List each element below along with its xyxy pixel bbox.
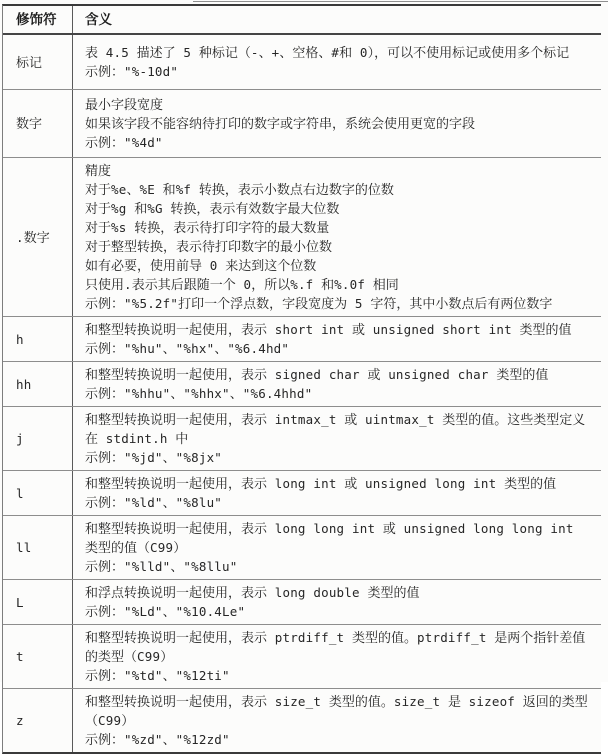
header-meaning: 含义 [85, 12, 112, 27]
meaning-line: 只使用.表示其后跟随一个 0，所以%.f 和%.0f 相同 [85, 277, 399, 292]
inline-code: unsigned long long int [395, 521, 574, 536]
inline-code: "%hx" [175, 341, 215, 356]
meaning-cell [73, 471, 601, 515]
inline-code: intmax_t [267, 412, 345, 427]
modifier-cell [3, 407, 73, 470]
meaning-cell [73, 362, 601, 406]
inline-code: ll [16, 540, 32, 555]
inline-code: %G [147, 201, 171, 216]
meaning-line: 和整型转换说明一起使用，表示 signed char 或 unsigned char 类型的值 [85, 367, 549, 382]
meaning-cell [73, 580, 601, 624]
meaning-cell [73, 158, 601, 316]
modifier-cell: . 数字 [3, 158, 73, 316]
table-row [3, 624, 601, 688]
modifier-cell: 数字 [3, 90, 73, 157]
meaning-cell [73, 516, 601, 579]
inline-code: + [271, 45, 280, 60]
meaning-line: 表 4.5 描述了 5 种标记（-、+、空格、#和 0），可以不使用标记或使用多个标记 [85, 45, 570, 60]
meaning-line: 和浮点转换说明一起使用，表示 long double 类型的值 [85, 585, 420, 600]
inline-code: "%jd" [124, 450, 163, 465]
inline-code: %E [139, 182, 163, 197]
meaning-line: 和整型转换说明一起使用，表示 size_t 类型的值。size_t 是 sizeof 返回的类型（C99） [85, 694, 588, 728]
table-row [3, 35, 601, 89]
meaning-cell [73, 90, 601, 157]
inline-code: "%zd" [124, 732, 163, 747]
table-row [3, 470, 601, 515]
inline-code: "%10.4Le" [175, 604, 246, 619]
inline-code: 0 [235, 277, 252, 292]
inline-code: 0 [202, 258, 226, 273]
inline-code: long long int [267, 521, 383, 536]
meaning-line: 示例："%5.2f"打印一个浮点数，字段宽度为 5 字符，其中小数点后有两位数字 [85, 296, 553, 311]
inline-code: 5 [347, 296, 371, 311]
table-row [3, 688, 601, 752]
inline-code: short int [267, 322, 352, 337]
meaning-line: 示例："%zd"、"%12zd" [85, 732, 230, 747]
inline-code: %e [111, 182, 127, 197]
inline-code: - [250, 45, 259, 60]
meaning-line: 示例："%jd"、"%8jx" [85, 450, 223, 465]
inline-code: %f [175, 182, 199, 197]
inline-code: 4.5 [98, 45, 137, 60]
meaning-cell [73, 317, 601, 361]
modifier-cell [3, 362, 73, 406]
modifier-cell: 标记 [3, 35, 73, 89]
inline-code: unsigned long int [357, 476, 505, 491]
table-row [3, 89, 601, 157]
table-body [3, 35, 601, 752]
inline-code: "%5.2f" [124, 296, 179, 311]
inline-code: ptrdiff_t [417, 630, 495, 645]
inline-code: "%8lu" [175, 495, 223, 510]
meaning-line: 示例："%ld"、"%8lu" [85, 495, 223, 510]
header-modifier: 修饰符 [3, 6, 73, 33]
meaning-cell [73, 35, 601, 89]
modifier-cell [3, 317, 73, 361]
inline-code: C99 [137, 649, 161, 664]
meaning-line: 示例："%td"、"%12ti" [85, 668, 230, 683]
meaning-line: 和整型转换说明一起使用，表示 long int 或 unsigned long int 类型的值 [85, 476, 557, 491]
inline-code: . [16, 229, 24, 245]
inline-code: size_t [393, 694, 448, 709]
inline-code: L [16, 594, 24, 610]
modifier-cell [3, 625, 73, 688]
inline-code: uintmax_t [357, 412, 443, 427]
meaning-line: 如有必要，使用前导 0 来达到这个位数 [85, 258, 317, 273]
inline-code: 0 [352, 45, 368, 60]
table-row [3, 406, 601, 470]
meaning-line: 对于%g 和%G 转换，表示有效数字最大位数 [85, 201, 340, 216]
modifier-cell [3, 689, 73, 752]
inline-code: %s [111, 220, 135, 235]
inline-code: long double [267, 585, 368, 600]
meaning-line: 和整型转换说明一起使用，表示 long long int 或 unsigned long long int 类型的值（C99） [85, 521, 574, 555]
scan-artifact-line [193, 1, 608, 2]
table-row [3, 361, 601, 406]
table-row [3, 316, 601, 361]
inline-code: "%8jx" [175, 450, 223, 465]
inline-code: "%td" [124, 668, 163, 683]
inline-code: t [16, 649, 24, 664]
inline-code: "%6.4hhd" [242, 386, 313, 401]
meaning-line: 和整型转换说明一起使用，表示 short int 或 unsigned short int 类型的值 [85, 322, 572, 337]
inline-code: ptrdiff_t [267, 630, 352, 645]
table-row [3, 515, 601, 579]
inline-code: "%6.4hd" [227, 341, 290, 356]
modifier-cell [3, 471, 73, 515]
inline-code: C99 [98, 713, 122, 728]
meaning-line: 示例："%4d" [85, 135, 163, 150]
inline-code: %.0f [334, 277, 373, 292]
inline-code: "%hu" [124, 341, 163, 356]
inline-code: . [124, 277, 132, 292]
meaning-line: 示例："%-10d" [85, 64, 179, 79]
meaning-line: 精度 [85, 163, 112, 178]
meaning-cell [73, 625, 601, 688]
inline-code: "%12zd" [175, 732, 230, 747]
inline-code: "%12ti" [175, 668, 230, 683]
table-header-row [3, 6, 601, 35]
inline-code: "%-10d" [124, 64, 179, 79]
meaning-line: 示例："%lld"、"%8llu" [85, 559, 238, 574]
inline-code: # [331, 45, 340, 60]
inline-code: long int [267, 476, 345, 491]
meaning-line: 示例："%Ld"、"%10.4Le" [85, 604, 246, 619]
inline-code: %.f [290, 277, 322, 292]
inline-code: "%lld" [124, 559, 171, 574]
meaning-cell [73, 689, 601, 752]
inline-code: size_t [267, 694, 329, 709]
inline-code: stdint.h [98, 431, 176, 446]
inline-code: %g [111, 201, 135, 216]
meaning-line: 对于%e、%E 和%f 转换，表示小数点右边数字的位数 [85, 182, 394, 197]
modifier-cell [3, 516, 73, 579]
meaning-line: 最小字段宽度 [85, 97, 164, 112]
inline-code: sizeof [460, 694, 523, 709]
meaning-cell [73, 407, 601, 470]
inline-code: signed char [267, 367, 368, 382]
meaning-line: 示例："%hu"、"%hx"、"%6.4hd" [85, 341, 290, 356]
printf-modifier-table [2, 4, 601, 754]
inline-code: 5 [175, 45, 199, 60]
inline-code: "%Ld" [124, 604, 163, 619]
meaning-line: 对于%s 转换，表示待打印字符的最大数量 [85, 220, 330, 235]
inline-code: h [16, 331, 24, 347]
inline-code: j [16, 431, 24, 446]
meaning-line: 对于整型转换，表示待打印数字的最小位数 [85, 239, 333, 254]
modifier-cell [3, 580, 73, 624]
inline-code: z [16, 713, 24, 728]
inline-code: l [16, 485, 24, 501]
inline-code: "%hhu" [124, 386, 171, 401]
inline-code: "%ld" [124, 495, 163, 510]
meaning-line: 和整型转换说明一起使用，表示 intmax_t 或 uintmax_t 类型的值。这些类型定义在 stdint.h 中 [85, 412, 586, 446]
inline-code: "%hhx" [183, 386, 230, 401]
inline-code: unsigned char [380, 367, 497, 382]
meaning-line: 如果该字段不能容纳待打印的数字或字符串，系统会使用更宽的字段 [85, 116, 476, 131]
table-row [3, 579, 601, 624]
inline-code: C99 [150, 540, 174, 555]
inline-code: unsigned short int [365, 322, 520, 337]
inline-code: "%8llu" [183, 559, 238, 574]
meaning-line: 示例："%hhu"、"%hhx"、"%6.4hhd" [85, 386, 313, 401]
inline-code: hh [16, 376, 32, 392]
meaning-line: 和整型转换说明一起使用，表示 ptrdiff_t 类型的值。ptrdiff_t 是两个指针差值的类型（C99） [85, 630, 586, 664]
table-row [3, 157, 601, 316]
inline-code: "%4d" [124, 135, 163, 150]
